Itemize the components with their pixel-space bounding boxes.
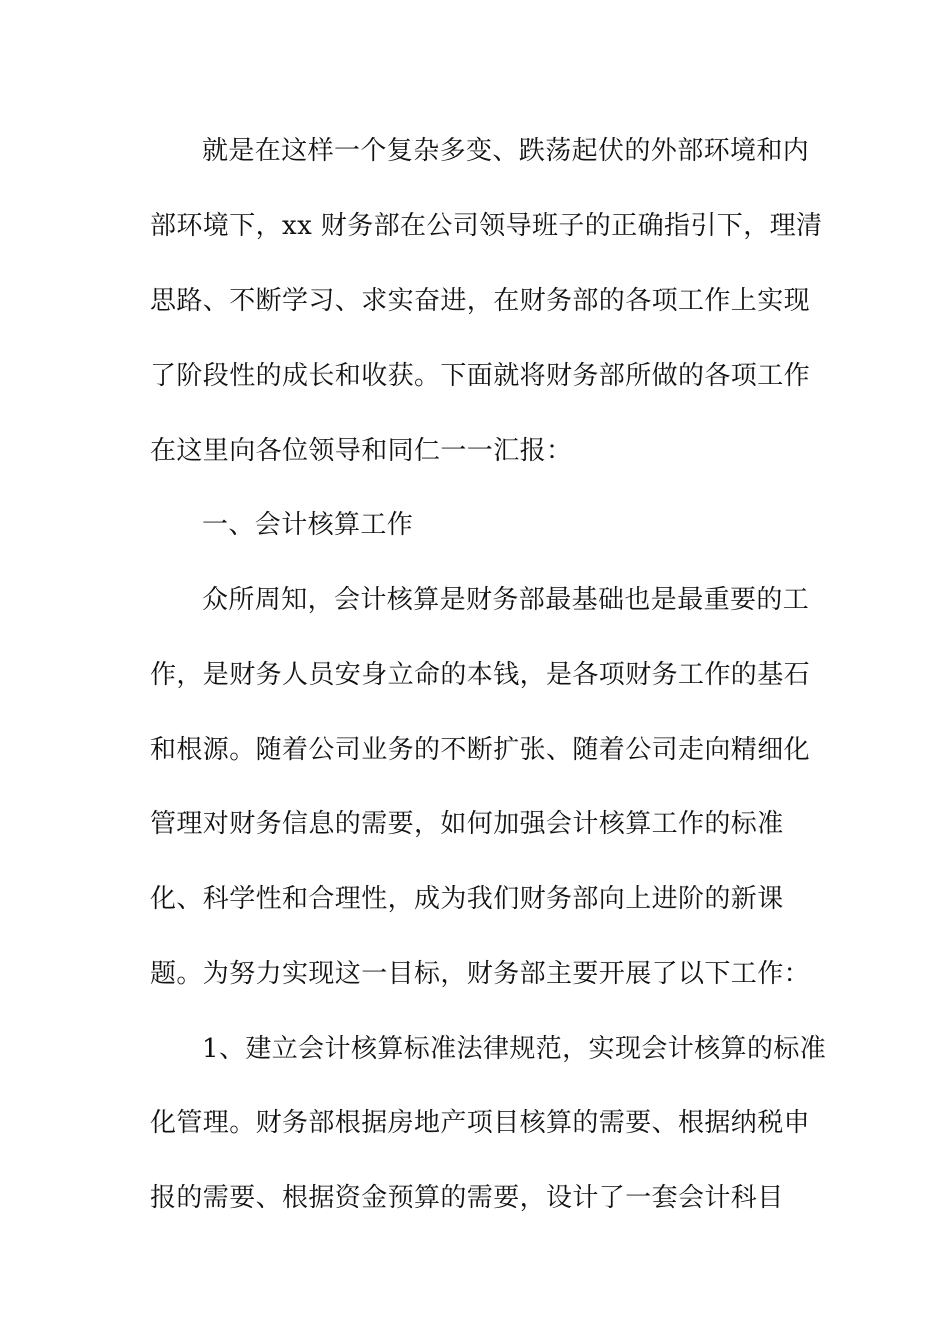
paragraph-accounting-line-3: 和根源。随着公司业务的不断扩张、随着公司走向精细化 bbox=[150, 735, 811, 765]
paragraph-item-1-line-2: 化管理。财务部根据房地产项目核算的需要、根据纳税申 bbox=[150, 1108, 811, 1138]
paragraph-item-1-line-3: 报的需要、根据资金预算的需要，设计了一套会计科目 bbox=[150, 1183, 784, 1213]
paragraph-intro-line-2: 部环境下，xx 财务部在公司领导班子的正确指引下，理清 bbox=[150, 211, 823, 241]
paragraph-accounting-line-5: 化、科学性和合理性，成为我们财务部向上进阶的新课 bbox=[150, 884, 784, 914]
paragraph-intro-line-4: 了阶段性的成长和收获。下面就将财务部所做的各项工作 bbox=[150, 361, 811, 391]
paragraph-accounting-line-4: 管理对财务信息的需要，如何加强会计核算工作的标准 bbox=[150, 809, 784, 839]
paragraph-item-1-line-1: 1、建立会计核算标准法律规范，实现会计核算的标准 bbox=[202, 1034, 827, 1064]
paragraph-accounting-line-6: 题。为努力实现这一目标，财务部主要开展了以下工作： bbox=[150, 959, 811, 989]
paragraph-intro-line-3: 思路、不断学习、求实奋进，在财务部的各项工作上实现 bbox=[150, 286, 811, 316]
paragraph-accounting-line-2: 作，是财务人员安身立命的本钱，是各项财务工作的基石 bbox=[150, 660, 811, 690]
paragraph-intro-line-1: 就是在这样一个复杂多变、跌荡起伏的外部环境和内 bbox=[202, 136, 810, 166]
paragraph-accounting-line-1: 众所周知，会计核算是财务部最基础也是最重要的工 bbox=[202, 585, 810, 615]
paragraph-intro-line-5: 在这里向各位领导和同仁一一汇报： bbox=[150, 436, 573, 466]
section-heading-1: 一、会计核算工作 bbox=[202, 510, 414, 540]
